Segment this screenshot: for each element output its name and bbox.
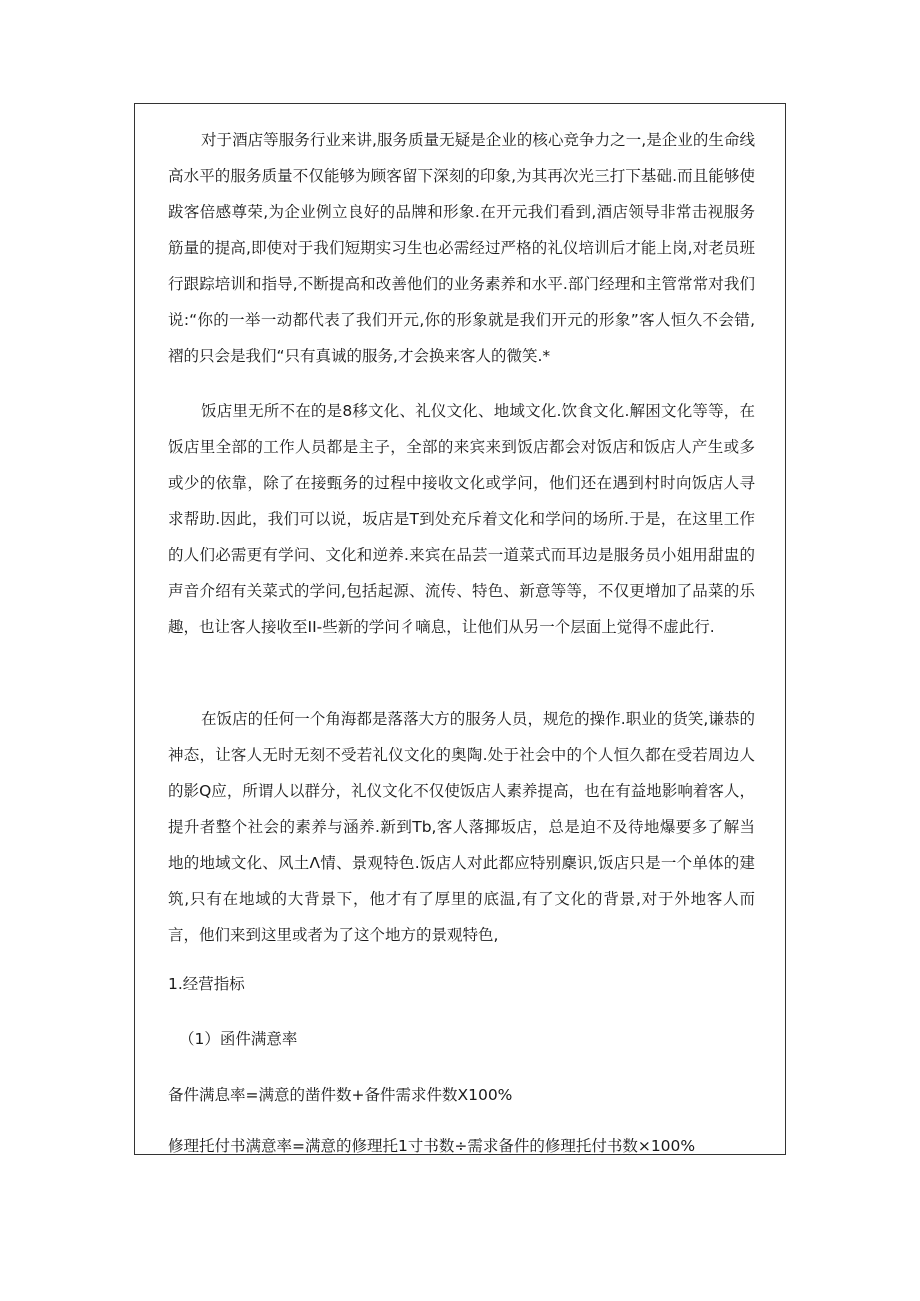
- paragraph-hotel-culture: 饭店里无所不在的是8移文化、礼仪文化、地域文化.饮食文化.解困文化等等，在饭店里全部的工作人员都是主子，全部的来宾来到饭店都会对饭店和饭店人产生或多或少的依靠，除了在接甄务的过程中接收文化或学问，他们还在遇到村时向饭店人寻求帮助.因此，我们可以说，坂店是T到处充斥着文化和学问的场所.于是，在这里工作的人们必需更有学问、文化和逆养.来宾在品芸一道菜式而耳边是服务员小姐用甜盅的声音介绍有关菜式的学问,包括起源、流传、特色、新意等等，不仅更增加了品菜的乐趣，也让客人接收至II-些新的学问彳嘀息，让他们从另一个层面上觉得不虚此行.: [168, 402, 755, 636]
- heading-business-indicators: 1.经营指标: [168, 975, 245, 993]
- paragraph-service-quality: 对于酒店等服务行业来讲,服务质量无疑是企业的核心竞争力之一,是企业的生命线高水平的服务质量不仅能够为顾客留下深刻的印象,为其再次光三打下基础.而且能够使跋客倍感尊荣,为企业例立良好的品牌和形象.在开元我们看到,酒店领导非常击视服务筋量的提高,即使对于我们短期实习生也必需经过严格的礼仪培训后才能上岗,对老员班行跟踪培训和指导,不断提高和改善他们的业务素养和水平.部门经理和主管常常对我们说:“你的一举一动都代表了我们开元,你的形象就是我们开元的形象”客人恒久不会错,褶的只会是我们“只有真诚的服务,才会换来客人的微笑.*: [168, 131, 755, 365]
- formula-repair-order-satisfaction: 修理托付书满意率=满意的修理托1寸书数÷需求备件的修理托付书数×100%: [168, 1137, 696, 1155]
- document-frame: [134, 103, 786, 1155]
- paragraph-etiquette-culture: 在饭店的任何一个角海都是落落大方的服务人员，规危的操作.职业的货笑,谦恭的神态，让客人无时无刻不受若礼仪文化的奥陶.处于社会中的个人恒久都在受若周边人的影Q应，所谓人以群分，礼仪文化不仅使饭店人素养提高，也在有益地影响着客人，提升者整个社会的素养与涵养.新到Tb,客人落揶坂店，总是迫不及待地爆要多了解当地的地域文化、风土Λ情、景观特色.饭店人对此都应特别麇识,饭店只是一个单体的建筑,只有在地域的大背景下，他才有了厚里的底温,有了文化的背景,对于外地客人而言，他们来到这里或者为了这个地方的景观特色,: [168, 710, 755, 944]
- subheading-letter-satisfaction: （1）函件满意率: [179, 1030, 298, 1048]
- formula-parts-satisfaction: 备件满息率=满意的凿件数+备件需求件数X100%: [168, 1086, 513, 1104]
